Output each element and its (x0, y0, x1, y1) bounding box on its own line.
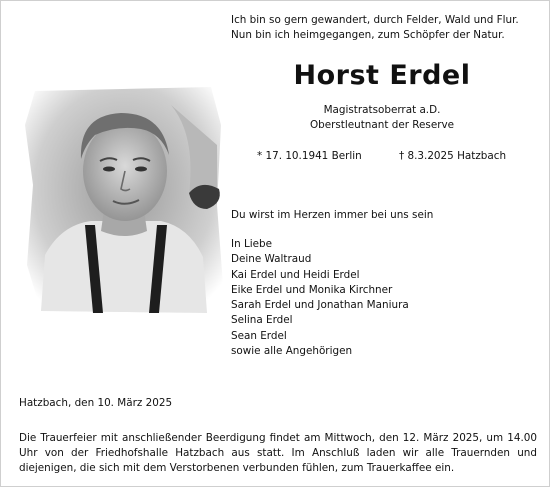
tribute-line: Du wirst im Herzen immer bei uns sein (231, 209, 434, 221)
mourners-list (231, 237, 409, 359)
mourner-line: In Liebe (231, 238, 273, 250)
mourner-line: sowie alle Angehörigen (231, 345, 353, 358)
mourner-line: Deine Waltraud (231, 253, 312, 266)
funeral-announcement: Die Trauerfeier mit anschließender Beerdigung findet am Mittwoch, den 12. März 2025, um 14.00 Uhr von der Friedhofshalle Hatzbach aus statt. Im Anschluß laden wir alle Trauernden und diejenigen, die sich mit dem Verstorbenen verbunden fühlen, zum Trauerkaffee ein. (19, 432, 537, 474)
deceased-name: Horst Erdel (293, 60, 471, 91)
poem (231, 13, 519, 43)
mourner-line: Kai Erdel und Heidi Erdel (231, 268, 360, 281)
mourner-line: Selina Erdel (231, 314, 293, 327)
mourner-line: Eike Erdel und Monika Kirchner (231, 283, 393, 296)
poem-line: Ich bin so gern gewandert, durch Felder, Wald und Flur. (231, 14, 519, 26)
title-line: Oberstleutnant der Reserve (309, 119, 455, 131)
mourner-line: Sean Erdel (231, 329, 287, 342)
birth-info: * 17. 10.1941 Berlin (257, 150, 362, 162)
poem-line: Nun bin ich heimgegangen, zum Schöpfer der Natur. (231, 29, 505, 41)
title-line: Magistratsoberrat a.D. (323, 104, 441, 116)
portrait-photo (21, 85, 225, 315)
place-date: Hatzbach, den 10. März 2025 (19, 397, 173, 409)
mourner-line: Sarah Erdel und Jonathan Maniura (231, 299, 409, 312)
death-info: † 8.3.2025 Hatzbach (399, 150, 507, 162)
deceased-titles (231, 103, 533, 133)
